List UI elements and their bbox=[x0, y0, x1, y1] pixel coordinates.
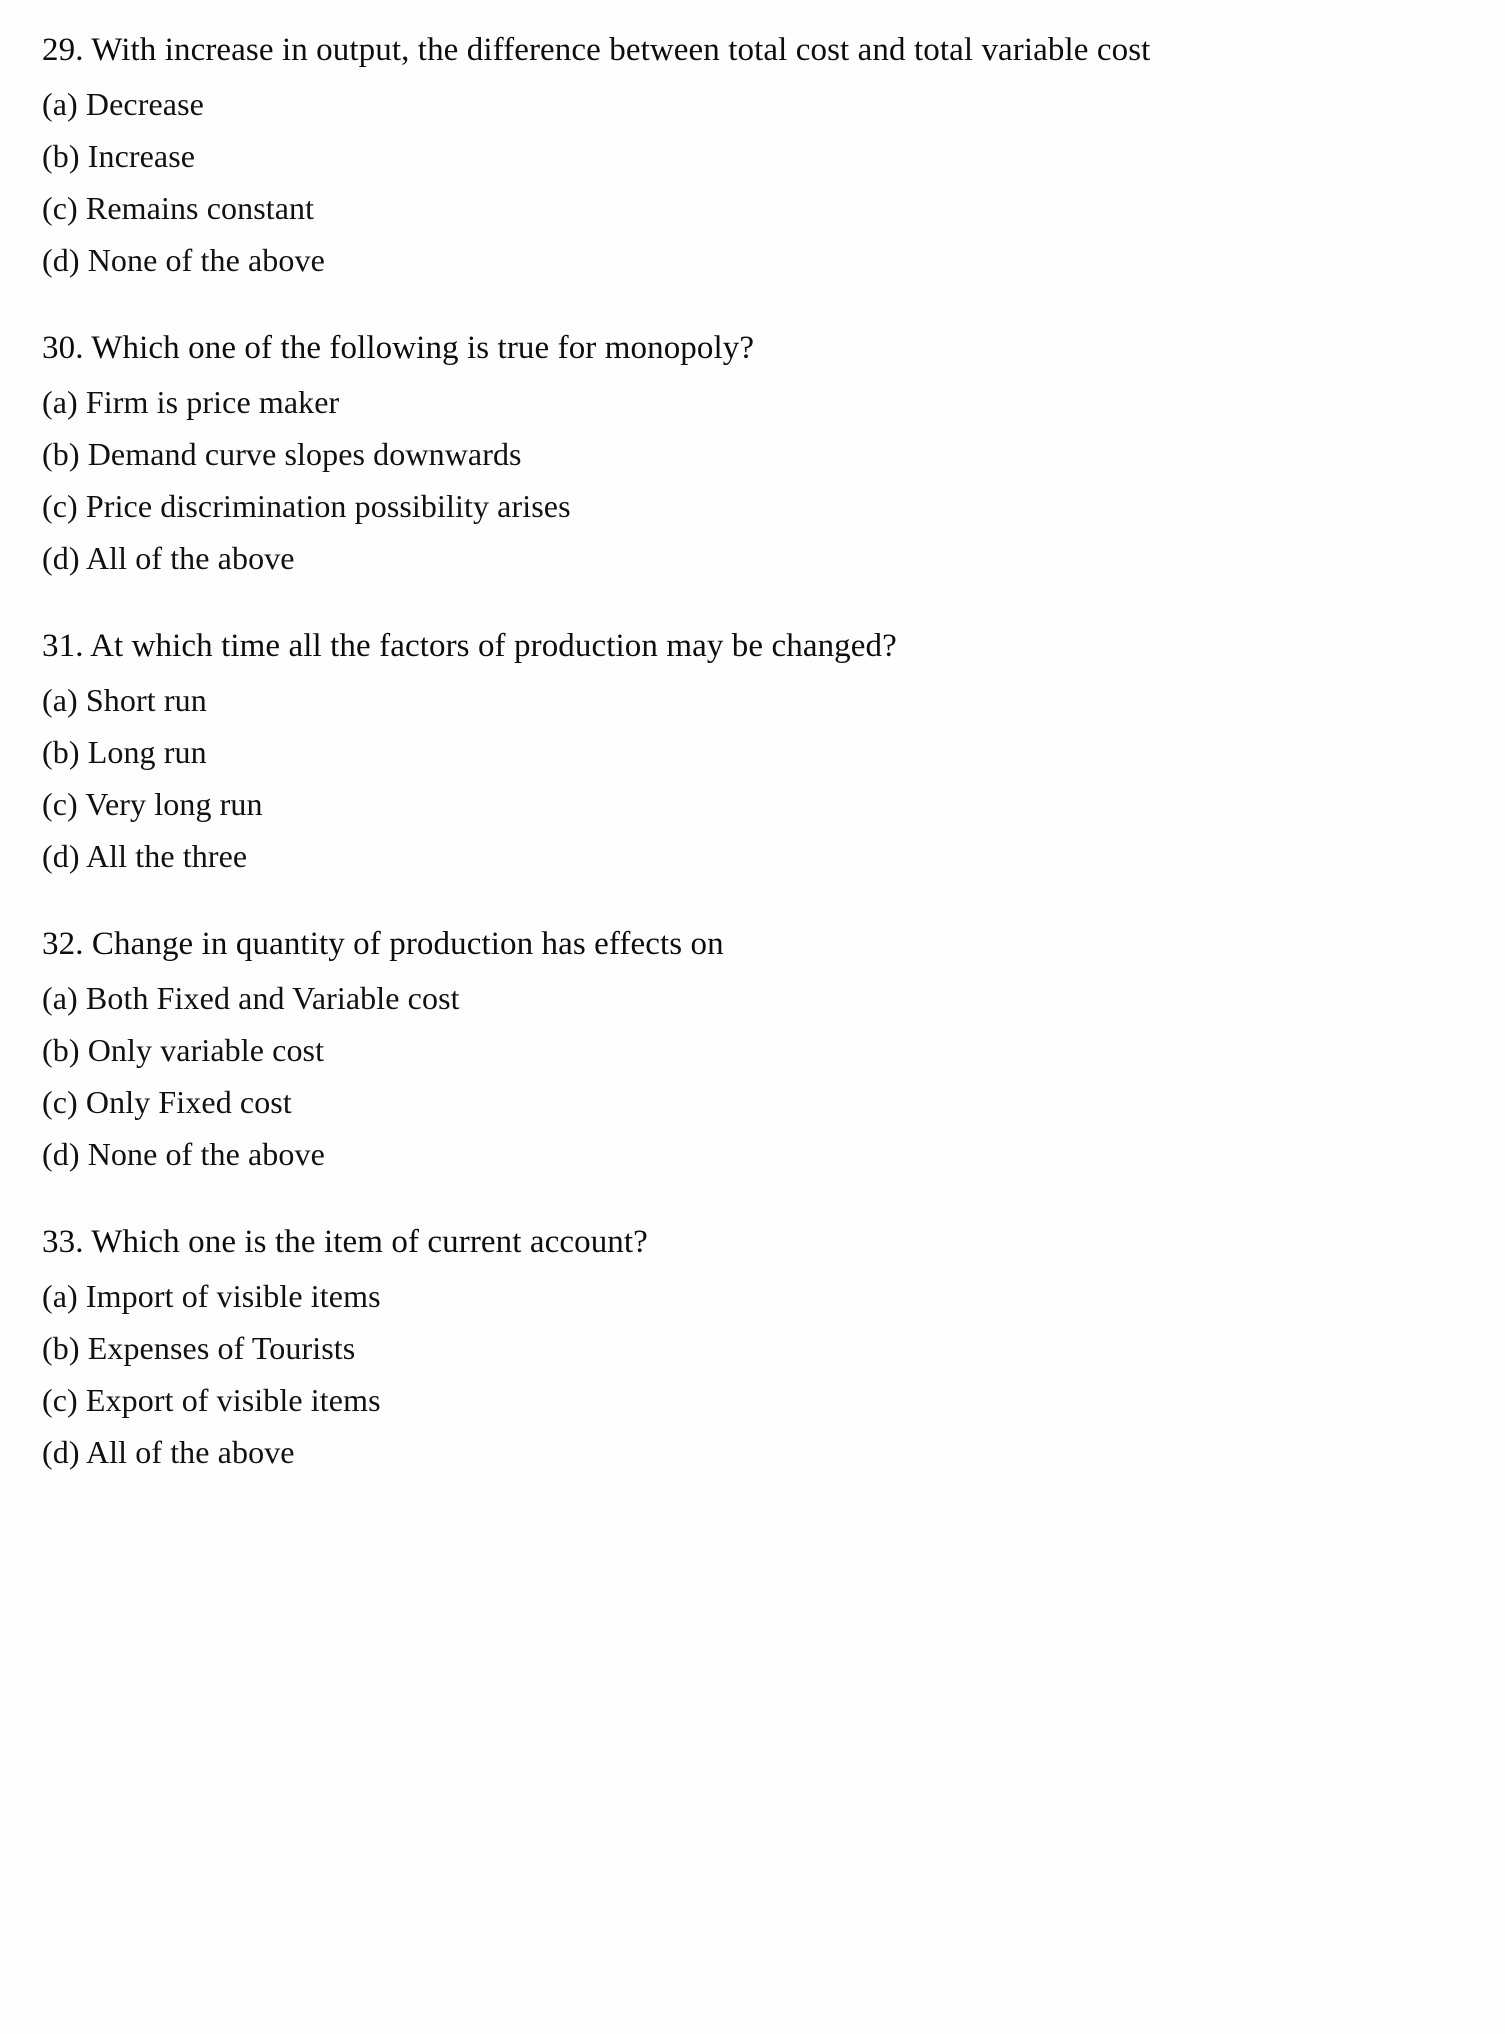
question-block bbox=[42, 1226, 1372, 1468]
question-text: 32. Change in quantity of production has effects on bbox=[42, 926, 724, 962]
option-a[interactable]: (a) Firm is price maker bbox=[42, 384, 340, 420]
option-d[interactable]: (d) All of the above bbox=[42, 1434, 295, 1470]
option-d[interactable]: (d) None of the above bbox=[42, 1136, 325, 1172]
option-b[interactable]: (b) Increase bbox=[42, 138, 196, 174]
question-block bbox=[42, 34, 1372, 276]
option-c[interactable]: (c) Remains constant bbox=[42, 190, 315, 226]
option-a[interactable]: (a) Both Fixed and Variable cost bbox=[42, 980, 460, 1016]
option-c[interactable]: (c) Price discrimination possibility arises bbox=[42, 488, 571, 524]
option-d[interactable]: (d) None of the above bbox=[42, 242, 325, 278]
question-block bbox=[42, 630, 1372, 872]
question-block bbox=[42, 928, 1372, 1170]
option-c[interactable]: (c) Export of visible items bbox=[42, 1382, 381, 1418]
option-b[interactable]: (b) Expenses of Tourists bbox=[42, 1330, 356, 1366]
option-a[interactable]: (a) Short run bbox=[42, 682, 207, 718]
question-text: 31. At which time all the factors of production may be changed? bbox=[42, 628, 897, 664]
question-text: 33. Which one is the item of current account? bbox=[42, 1224, 648, 1260]
option-c[interactable]: (c) Very long run bbox=[42, 786, 263, 822]
option-d[interactable]: (d) All the three bbox=[42, 838, 248, 874]
question-text: 29. With increase in output, the difference between total cost and total variable cost bbox=[42, 32, 1151, 68]
option-b[interactable]: (b) Only variable cost bbox=[42, 1032, 325, 1068]
option-b[interactable]: (b) Long run bbox=[42, 734, 207, 770]
option-b[interactable]: (b) Demand curve slopes downwards bbox=[42, 436, 522, 472]
option-c[interactable]: (c) Only Fixed cost bbox=[42, 1084, 292, 1120]
question-text: 30. Which one of the following is true for monopoly? bbox=[42, 330, 755, 366]
question-block bbox=[42, 332, 1372, 574]
option-a[interactable]: (a) Import of visible items bbox=[42, 1278, 381, 1314]
option-a[interactable]: (a) Decrease bbox=[42, 86, 204, 122]
question-list bbox=[42, 34, 1372, 1468]
option-d[interactable]: (d) All of the above bbox=[42, 540, 295, 576]
